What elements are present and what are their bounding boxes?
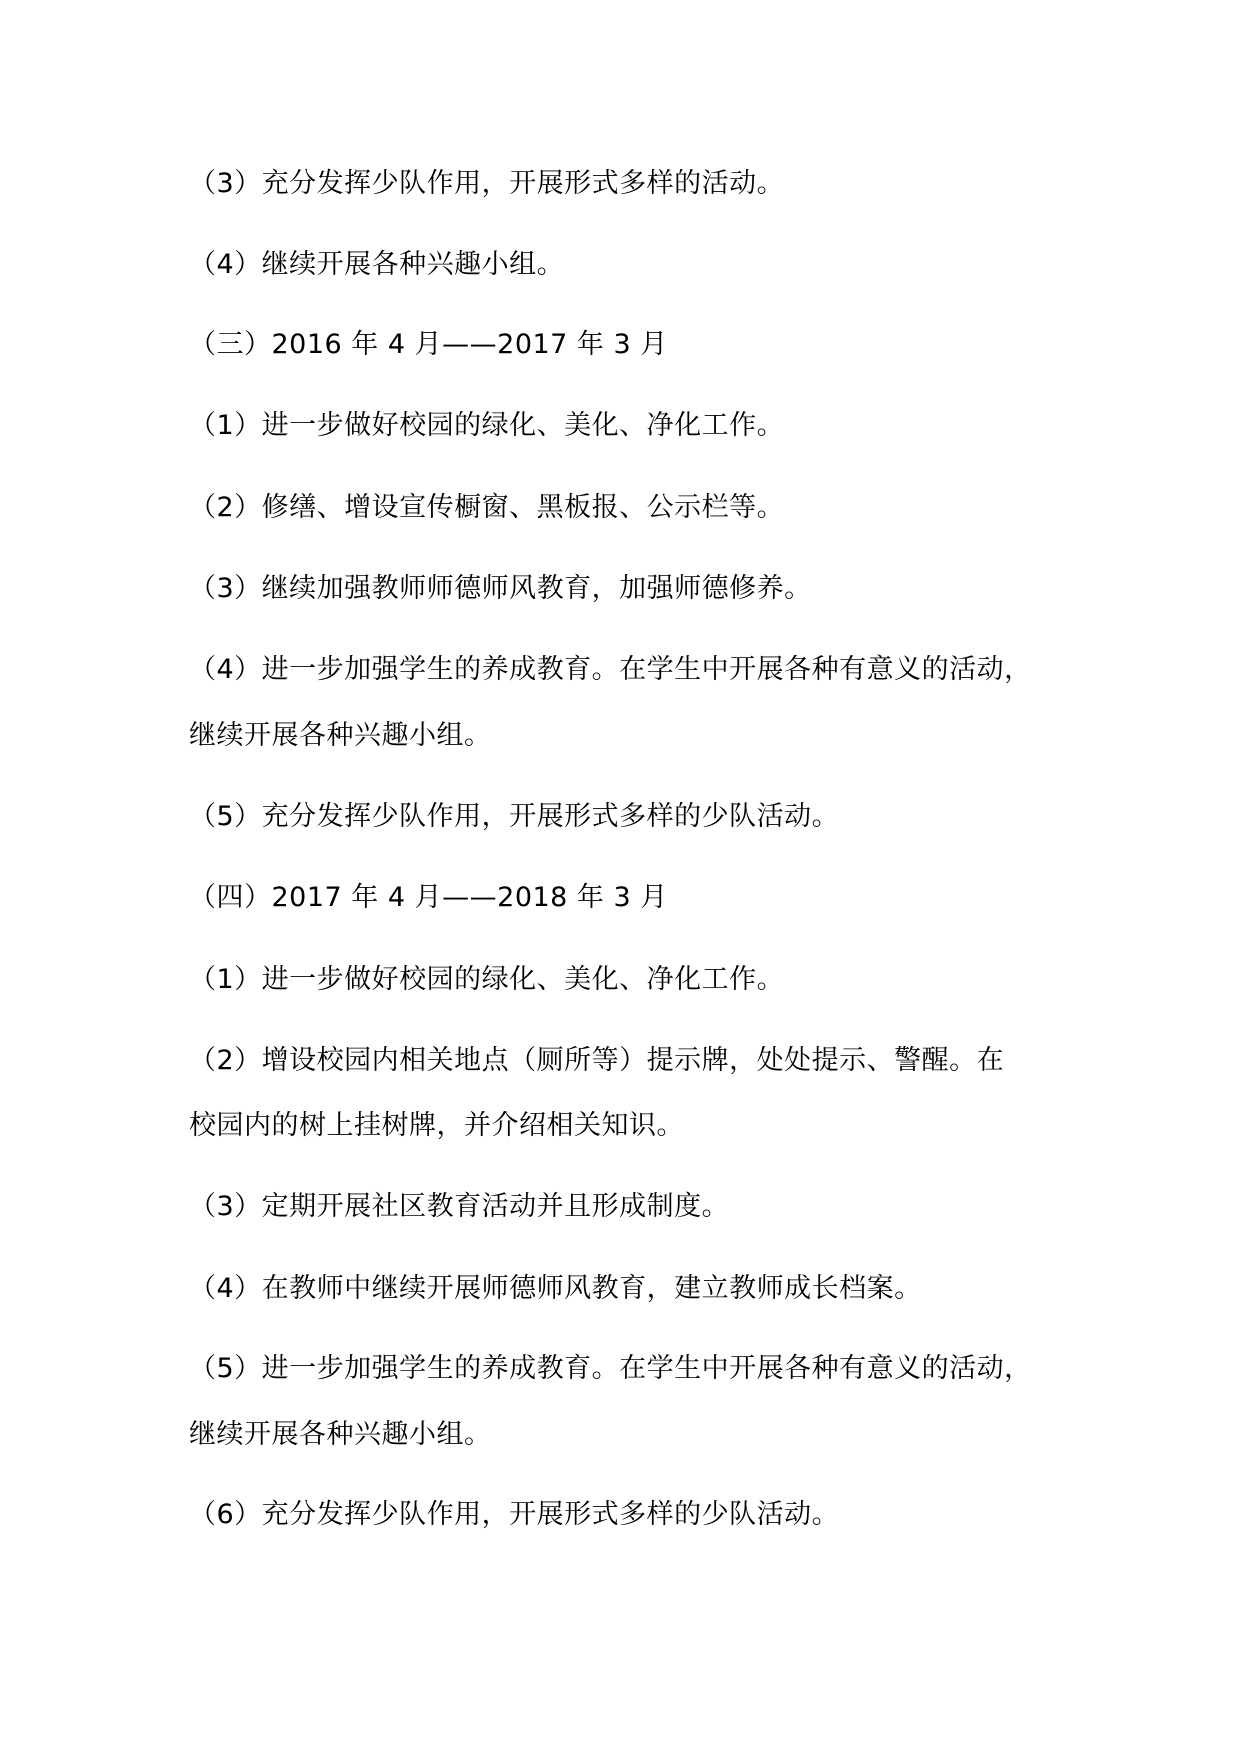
text-line: （3）充分发挥少队作用，开展形式多样的活动。 xyxy=(189,168,785,199)
text-line: （3）定期开展社区教育活动并且形成制度。 xyxy=(189,1191,730,1222)
text-line: （1）进一步做好校园的绿化、美化、净化工作。 xyxy=(189,964,785,995)
section-heading: （三）2016 年 4 月——2017 年 3 月 xyxy=(189,329,668,360)
text-line: （2）增设校园内相关地点（厕所等）提示牌，处处提示、警醒。在 xyxy=(189,1045,1005,1076)
text-line: （4）在教师中继续开展师德师风教育，建立教师成长档案。 xyxy=(189,1273,922,1304)
section-heading: （四）2017 年 4 月——2018 年 3 月 xyxy=(189,882,668,913)
text-line: （5）充分发挥少队作用，开展形式多样的少队活动。 xyxy=(189,801,840,832)
text-line: （1）进一步做好校园的绿化、美化、净化工作。 xyxy=(189,410,785,441)
text-line: 继续开展各种兴趣小组。 xyxy=(189,1419,492,1450)
text-line: 校园内的树上挂树牌，并介绍相关知识。 xyxy=(189,1110,684,1141)
text-line: （5）进一步加强学生的养成教育。在学生中开展各种有意义的活动， xyxy=(189,1353,1032,1384)
text-line: （2）修缮、增设宣传橱窗、黑板报、公示栏等。 xyxy=(189,492,785,523)
text-line: （3）继续加强教师师德师风教育，加强师德修养。 xyxy=(189,573,812,604)
text-line: 继续开展各种兴趣小组。 xyxy=(189,720,492,751)
text-line: （4）继续开展各种兴趣小组。 xyxy=(189,249,565,280)
text-line: （4）进一步加强学生的养成教育。在学生中开展各种有意义的活动， xyxy=(189,654,1032,685)
text-line: （6）充分发挥少队作用，开展形式多样的少队活动。 xyxy=(189,1499,840,1530)
